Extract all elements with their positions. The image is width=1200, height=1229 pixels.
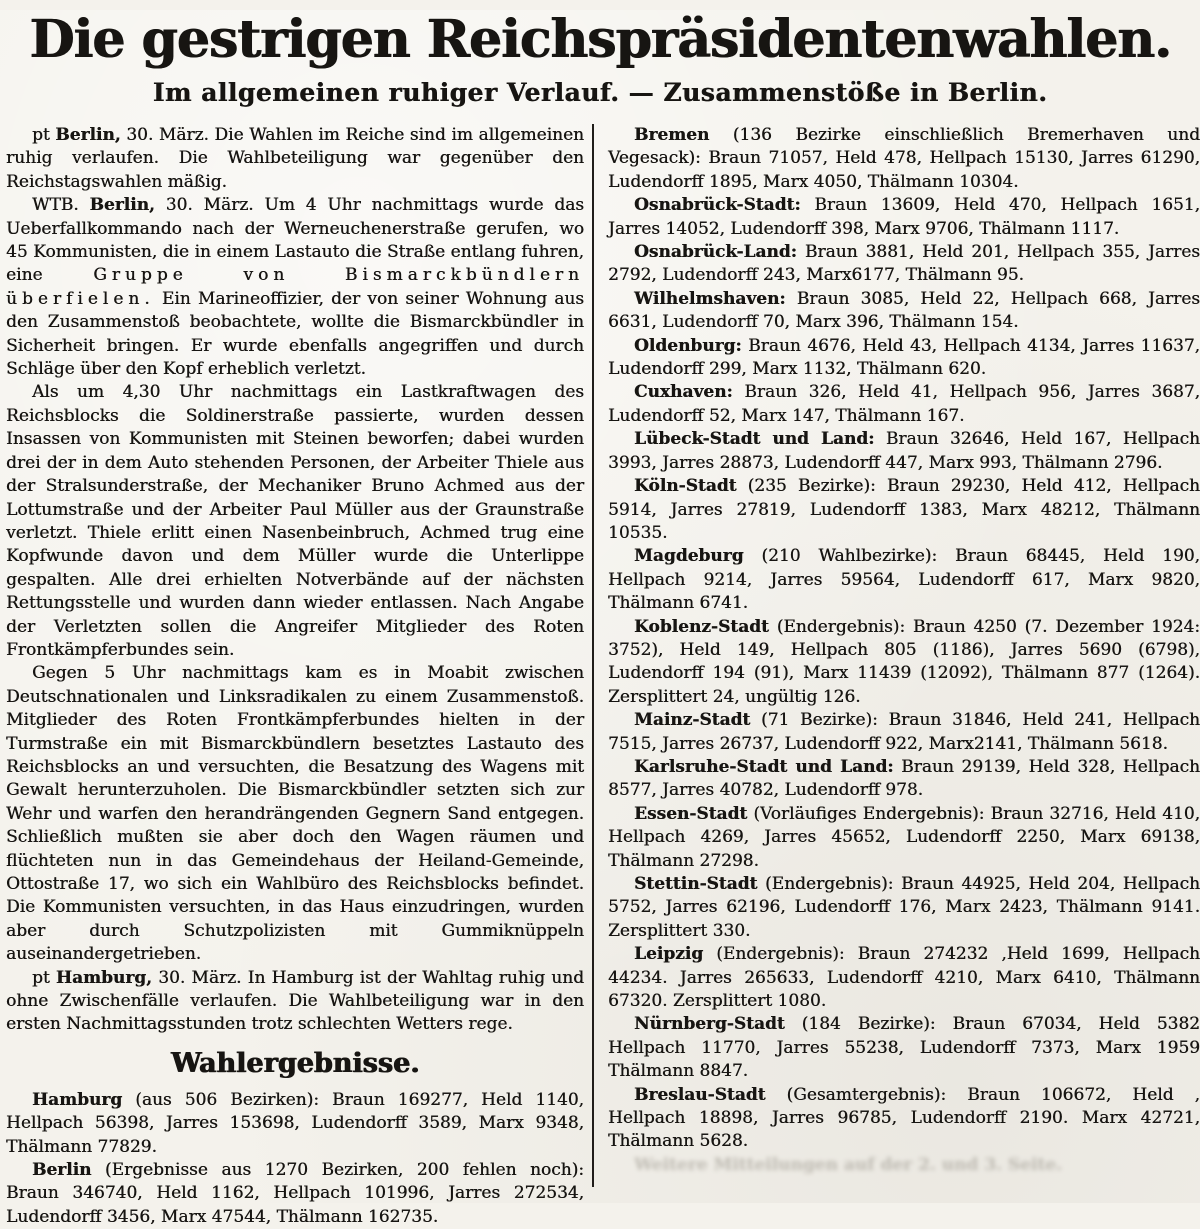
result-votes: Braun 29139, Held 328, Hellpach 8577, Jarres 40782, Ludendorff 978. (608, 756, 1200, 801)
result-region: Koblenz-Stadt (634, 616, 769, 637)
sub-headline: Im allgemeinen ruhiger Verlauf. — Zusammenstöße in Berlin. (152, 78, 1048, 107)
result-votes: (Endergebnis): Braun 4250 (7. Dezember 1924: 3752), Held 149, Hellpach 805 (1186), Jarres 5690 (6798), Ludendorff 194 (91), Marx 11439 (12092), Thälmann 877 (1264). Zersplittert 24, ungültig 126. (608, 616, 1200, 707)
body-text: 30. März. In Hamburg ist der Wahltag ruhig und ohne Zwischenfälle verlaufen. Die Wahlbeteiligung war in den ersten Nachmittagsstunden trotz schlechten Wetters rege. (6, 967, 584, 1035)
result-votes: (71 Bezirke): Braun 31846, Held 241, Hellpach 7515, Jarres 26737, Ludendorff 922, Marx2141, Thälmann 5618. (608, 710, 1200, 754)
body-text: WTB. (32, 195, 90, 216)
result-entry (6, 1159, 584, 1229)
result-region: Berlin (32, 1160, 92, 1181)
masthead (0, 10, 1200, 108)
result-entry (608, 545, 1200, 615)
result-region: Wilhelmshaven: (634, 288, 786, 309)
result-votes: Braun 32646, Held 167, Hellpach 3993, Jarres 28873, Ludendorff 447, Marx 993, Thälmann 2796. (608, 429, 1200, 473)
article-paragraph (6, 194, 584, 381)
result-region: Oldenburg: (634, 335, 742, 356)
result-region: Karlsruhe-Stadt und Land: (634, 756, 894, 777)
result-votes: Braun 4676, Held 43, Hellpach 4134, Jarres 11637, Ludendorff 299, Marx 1132, Thälmann 620. (608, 335, 1200, 380)
main-headline: Die gestrigen Reichspräsidentenwahlen. (29, 9, 1171, 70)
result-votes: (210 Wahlbezirke): Braun 68445, Held 190, Hellpach 9214, Jarres 59564, Ludendorff 617, Marx 9820, Thälmann 6741. (608, 546, 1200, 614)
result-region: Lübeck-Stadt und Land: (634, 429, 875, 450)
left-results (6, 1089, 584, 1229)
result-votes: (Endergebnis): Braun 274232 ,Held 1699, Hellpach 44234. Jarres 265633, Ludendorff 4210, Marx 6410, Thälmann 67320. Zersplittert 1080. (608, 944, 1200, 1012)
body-text: Ein Marineoffizier, der von seiner Wohnung aus den Zusammenstoß beobachtete, wollte die Bismarckbündler in Sicherheit bringen. Er wurde ebenfalls angegriffen und durch Schläge über den Kopf erheblich verletzt. (6, 288, 584, 380)
result-entry (608, 616, 1200, 710)
result-region: Breslau-Stadt (634, 1084, 766, 1105)
result-entry (608, 381, 1200, 428)
result-entry (608, 335, 1200, 382)
right-column (594, 122, 1200, 1187)
results-heading: Wahlergebnisse. (170, 1047, 420, 1079)
result-entry (608, 709, 1200, 756)
result-votes: (Gesamtergebnis): Braun 106672, Held , Hellpach 18898, Jarres 96785, Ludendorff 2190. Marx 42721, Thälmann 5628. (608, 1084, 1200, 1152)
body-text: 30. März. Die Wahlen im Reiche sind im allgemeinen ruhig verlaufen. Die Wahlbeteiligung war gegenüber den Reichstagswahlen mäßig. (6, 125, 584, 192)
left-paragraphs (6, 124, 584, 1037)
result-region: Bremen (634, 125, 710, 145)
dateline-city: Berlin, (55, 125, 121, 145)
result-votes: (136 Bezirke einschließlich Bremerhaven und Vegesack): Braun 71057, Held 478, Hellpach 15130, Jarres 61290, Ludendorff 1895, Marx 4050, Thälmann 10304. (608, 125, 1200, 192)
result-entry (608, 241, 1200, 288)
result-entry (608, 475, 1200, 545)
result-region: Stettin-Stadt (634, 874, 758, 894)
emphasized-text: Gruppe von Bismarckbündlern überfielen. (6, 265, 584, 309)
result-region: Mainz-Stadt (634, 710, 751, 731)
result-entry (608, 1084, 1200, 1154)
result-region: Hamburg (32, 1089, 123, 1110)
result-votes: (Ergebnisse aus 1270 Bezirken, 200 fehlen noch): Braun 346740, Held 1162, Hellpach 101996, Jarres 272534, Ludendorff 3456, Marx 47544, Thälmann 162735. (6, 1160, 584, 1227)
body-text: pt (32, 967, 56, 988)
result-votes: (184 Bezirke): Braun 67034, Held 5382 Hellpach 11770, Jarres 55238, Ludendorff 7373, Marx 1959 Thälmann 8847. (608, 1014, 1200, 1082)
body-text: pt (32, 125, 56, 145)
result-region: Osnabrück-Stadt: (634, 195, 801, 216)
result-entry (608, 756, 1200, 803)
result-region: Essen-Stadt (634, 803, 748, 824)
result-region: Cuxhaven: (634, 382, 733, 403)
result-votes: Braun 3881, Held 201, Hellpach 355, Jarres 2792, Ludendorff 243, Marx6177, Thälmann 95. (608, 242, 1200, 286)
article-paragraph (6, 381, 584, 662)
body-text: Gegen 5 Uhr nachmittags kam es in Moabit zwischen Deutschnationalen und Linksradikalen zu einem Zusammenstoß. Mitglieder des Roten Frontkämpferbundes hielten in der Turmstraße ein mit Bismarckbündlern besetztes Lastauto des Reichsblocks an und versuchten, die Besatzung des Wagens mit Gewalt herunterzuholen. Die Bismarckbündler setzten sich zur Wehr und warfen den herandrängenden Gegnern Sand entgegen. Schließlich mußten sie aber doch den Wagen räumen und flüchteten nun in das Gemeindehaus der Heiland-Gemeinde, Ottostraße 17, wo sich ein Wahlbüro des Reichsblocks befindet. Die Kommunisten versuchten, in das Haus einzudringen, wurden aber durch Schutzpolizisten mit Gummiknüppeln auseinandergetrieben. (6, 663, 584, 965)
result-entry (608, 194, 1200, 241)
result-entry (608, 873, 1200, 943)
result-region: Köln-Stadt (634, 476, 737, 497)
result-entry (608, 288, 1200, 335)
result-entry (608, 943, 1200, 1013)
body-text: Als um 4,30 Uhr nachmittags ein Lastkraftwagen des Reichsblocks die Soldinerstraße passierte, wurden dessen Insassen von Kommunisten mit Steinen beworfen; dabei wurden drei der in dem Auto stehenden Personen, der Arbeiter Thiele aus der Stralsunderstraße, der Mechaniker Bruno Achmed aus der Lottumstraße und der Arbeiter Paul Müller aus der Graunstraße verletzt. Thiele erlitt einen Nasenbeinbruch, Achmed trug eine Kopfwunde davon und dem Müller wurde die Unterlippe gespalten. Alle drei erhielten Notverbände auf der nächsten Rettungsstelle und wurden dann wieder entlassen. Nach Angabe der Verletzten sollen die Angreifer Mitglieder des Roten Frontkämpferbundes sein. (6, 382, 584, 660)
article-paragraph (6, 124, 584, 194)
result-votes: Braun 3085, Held 22, Hellpach 668, Jarres 6631, Ludendorff 70, Marx 396, Thälmann 154. (608, 288, 1200, 333)
result-region: Nürnberg-Stadt (634, 1014, 785, 1035)
dateline-city: Hamburg, (55, 967, 152, 988)
newspaper-page (0, 9, 1200, 1227)
article-paragraph (6, 967, 584, 1037)
dateline-city: Berlin, (89, 195, 155, 216)
body-text: 30. März. Um 4 Uhr nachmittags wurde das Ueberfallkommando nach der Werneuchenerstraße gerufen, wo 45 Kommunisten, die in einem Lastauto die Straße entlang fuhren, eine (6, 195, 584, 286)
result-votes: Braun 326, Held 41, Hellpach 956, Jarres 3687, Ludendorff 52, Marx 147, Thälmann 167. (608, 382, 1200, 426)
article-columns (0, 122, 1200, 1227)
bleedthrough-ghost-text: Weitere Mitteilungen auf der 2. und 3. Seite. (634, 1154, 1062, 1175)
result-entry (6, 1089, 584, 1159)
right-results (608, 124, 1200, 1154)
result-votes: (Vorläufiges Endergebnis): Braun 32716, Held 410, Hellpach 4269, Jarres 45652, Ludendorff 2250, Marx 69138, Thälmann 27298. (608, 803, 1200, 871)
result-entry (608, 428, 1200, 475)
result-entry (608, 1013, 1200, 1083)
result-votes: (aus 506 Bezirken): Braun 169277, Held 1140, Hellpach 56398, Jarres 153698, Ludendorff 3589, Marx 9348, Thälmann 77829. (6, 1089, 584, 1157)
result-region: Leipzig (634, 944, 704, 965)
result-region: Magdeburg (634, 546, 744, 567)
left-column (0, 122, 592, 1227)
result-votes: Braun 13609, Held 470, Hellpach 1651, Jarres 14052, Ludendorff 398, Marx 9706, Thälmann 1117. (608, 195, 1200, 239)
result-entry (608, 803, 1200, 873)
result-entry (608, 124, 1200, 194)
article-paragraph (6, 662, 584, 966)
result-votes: (Endergebnis): Braun 44925, Held 204, Hellpach 5752, Jarres 62196, Ludendorff 176, Marx 2423, Thälmann 9141. Zersplittert 330. (608, 874, 1200, 941)
result-region: Osnabrück-Land: (634, 242, 797, 263)
result-votes: (235 Bezirke): Braun 29230, Held 412, Hellpach 5914, Jarres 27819, Ludendorff 1383, Marx 48212, Thälmann 10535. (608, 476, 1200, 543)
